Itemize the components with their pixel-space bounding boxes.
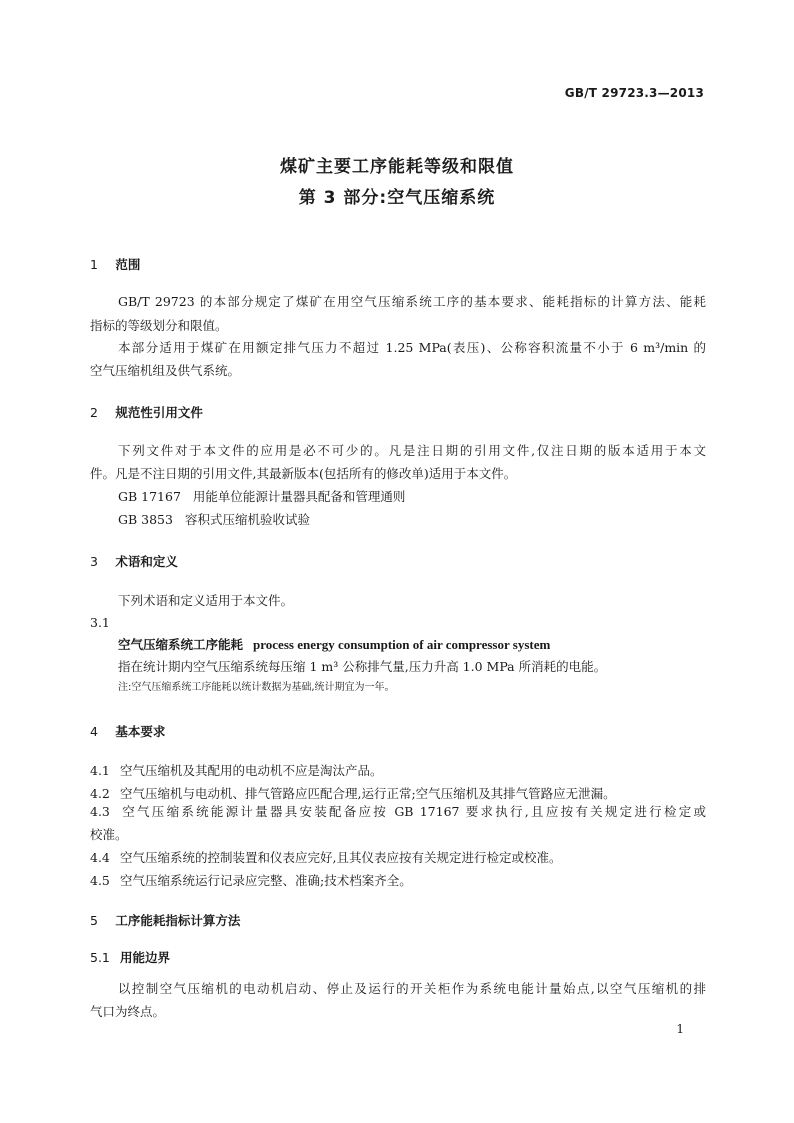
requirement-item — [90, 846, 561, 869]
section-title: 规范性引用文件 — [115, 405, 203, 420]
section-2-heading — [90, 403, 203, 421]
item-text: 空气压缩系统能源计量器具安装配备应按 GB 17167 要求执行,且应按有关规定进行检定或 — [120, 804, 706, 819]
item-number: 4.3 — [90, 804, 110, 819]
term-english: process energy consumption of air compressor system — [253, 637, 551, 652]
item-text: 空气压缩机及其配用的电动机不应是淘汰产品。 — [120, 763, 383, 778]
reference-title: 容积式压缩机验收试验 — [184, 512, 310, 527]
paragraph: 本部分适用于煤矿在用额定排气压力不超过 1.25 MPa(表压)、公称容积流量不小于 6 m³/min 的 — [118, 340, 706, 355]
section-title: 术语和定义 — [115, 554, 178, 569]
paragraph: 下列术语和定义适用于本文件。 — [118, 593, 294, 608]
section-title: 范围 — [115, 257, 141, 272]
item-text: 空气压缩系统运行记录应完整、准确;技术档案齐全。 — [120, 873, 412, 888]
subsection-title: 用能边界 — [120, 950, 171, 965]
paragraph-continuation: 气口为终点。 — [90, 1004, 166, 1019]
term-entry — [90, 633, 706, 656]
section-number: 2 — [90, 405, 98, 420]
section-5-heading — [90, 911, 240, 929]
requirement-item — [90, 759, 383, 782]
page-number: 1 — [676, 1022, 684, 1036]
reference-code: GB 17167 — [118, 489, 181, 504]
paragraph: 以控制空气压缩机的电动机启动、停止及运行的开关柜作为系统电能计量始点,以空气压缩机的排 — [118, 981, 706, 996]
reference-item — [90, 508, 706, 531]
paragraph: 下列文件对于本文件的应用是必不可少的。凡是注日期的引用文件,仅注日期的版本适用于本文 — [118, 443, 706, 458]
section-title: 基本要求 — [115, 724, 166, 739]
section-number: 3 — [90, 554, 98, 569]
term-definition: 指在统计期内空气压缩系统每压缩 1 m³ 公称排气量,压力升高 1.0 MPa 所消耗的电能。 — [118, 659, 607, 674]
section-number: 1 — [90, 257, 98, 272]
item-text: 空气压缩系统的控制装置和仪表应完好,且其仪表应按有关规定进行检定或校准。 — [120, 850, 562, 865]
requirement-item — [90, 800, 706, 823]
document-title: 煤矿主要工序能耗等级和限值 — [280, 157, 514, 177]
section-number: 4 — [90, 724, 98, 739]
item-text: 空气压缩机与电动机、排气管路应匹配合理,运行正常;空气压缩机及其排气管路应无泄漏。 — [120, 786, 616, 801]
standard-code: GB/T 29723.3—2013 — [564, 86, 704, 100]
section-1-heading — [90, 255, 140, 273]
item-number: 4.1 — [90, 763, 110, 778]
reference-title: 用能单位能源计量器具配备和管理通则 — [192, 489, 406, 504]
paragraph-continuation: 件。凡是不注日期的引用文件,其最新版本(包括所有的修改单)适用于本文件。 — [90, 466, 517, 481]
subsection-5-1-heading — [90, 948, 170, 966]
term-number: 3.1 — [90, 615, 110, 630]
paragraph: GB/T 29723 的本部分规定了煤矿在用空气压缩系统工序的基本要求、能耗指标的计算方法、能耗 — [118, 294, 706, 309]
subsection-number: 5.1 — [90, 950, 110, 965]
paragraph-continuation: 指标的等级划分和限值。 — [90, 318, 228, 333]
document-subtitle: 第 3 部分:空气压缩系统 — [298, 188, 496, 208]
item-number: 4.5 — [90, 873, 110, 888]
paragraph-continuation: 空气压缩机组及供气系统。 — [90, 363, 241, 378]
item-continuation: 校准。 — [90, 827, 128, 842]
requirement-item — [90, 869, 412, 892]
note: 注:空气压缩系统工序能耗以统计数据为基础,统计期宜为一年。 — [118, 682, 395, 693]
section-4-heading — [90, 722, 165, 740]
item-number: 4.2 — [90, 786, 110, 801]
reference-item — [90, 485, 706, 508]
section-number: 5 — [90, 913, 98, 928]
reference-code: GB 3853 — [118, 512, 173, 527]
item-number: 4.4 — [90, 850, 110, 865]
section-title: 工序能耗指标计算方法 — [115, 913, 241, 928]
term-chinese: 空气压缩系统工序能耗 — [118, 637, 244, 652]
section-3-heading — [90, 552, 178, 570]
